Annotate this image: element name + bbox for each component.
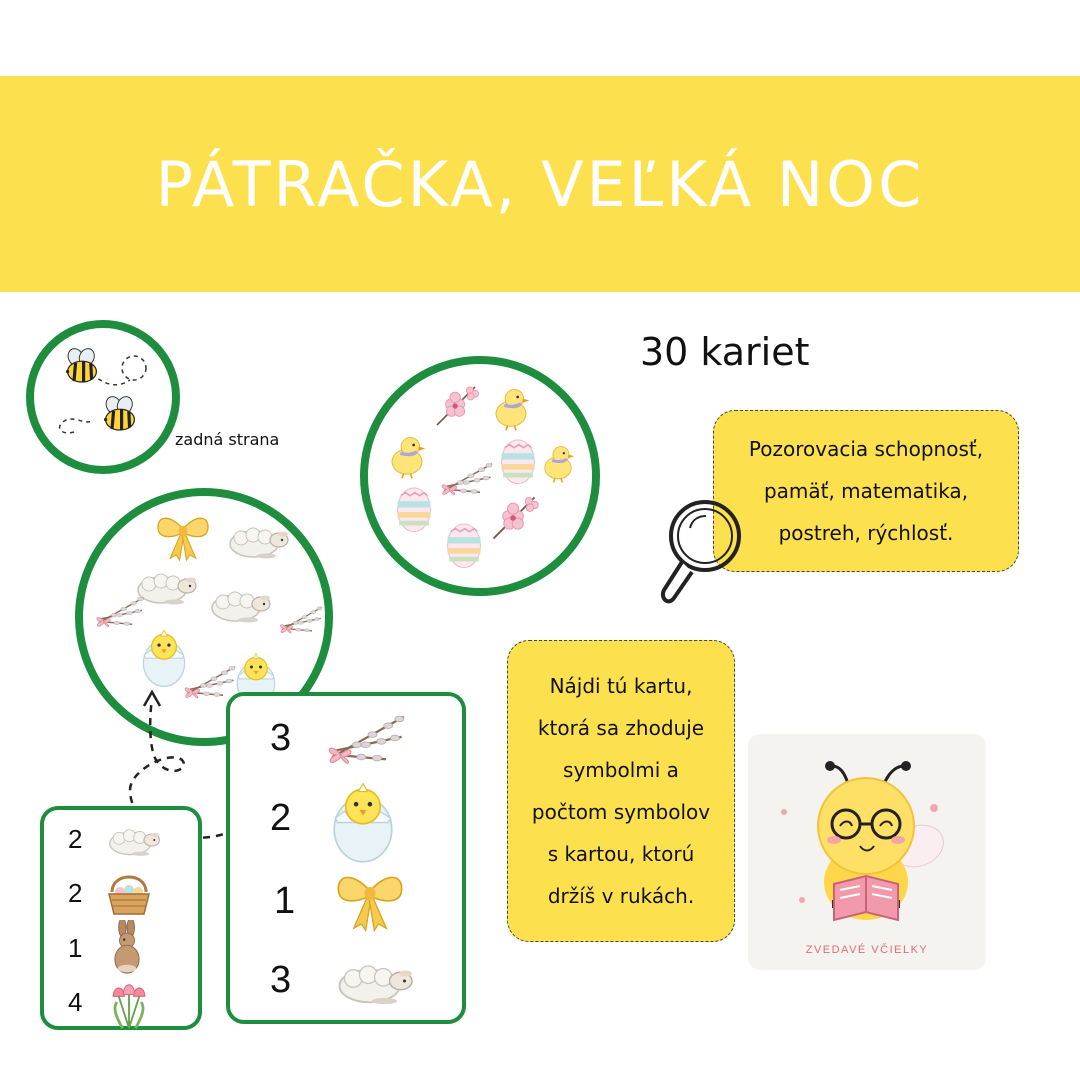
- page-title: PÁTRAČKA, VEĽKÁ NOC: [155, 147, 925, 221]
- pussy-willow-icon: [442, 463, 492, 494]
- pussy-willow-icon: [320, 710, 420, 766]
- chick-icon: [392, 438, 425, 479]
- brand-name: ZVEDAVÉ VČIELKY: [805, 944, 929, 956]
- count-row: [68, 920, 152, 976]
- lamb-icon: [102, 818, 164, 860]
- example-card-circle-2: [360, 356, 600, 596]
- back-side-label: zadná strana: [175, 430, 280, 449]
- lamb-icon: [328, 952, 418, 1008]
- count-row: [68, 818, 164, 860]
- lamb-icon: [212, 592, 270, 623]
- instruction-line: s kartou, ktorú: [547, 842, 695, 866]
- card-symbols: [368, 364, 592, 588]
- instructions-card: [507, 640, 735, 942]
- blossom-icon: [493, 497, 538, 538]
- egg-icon: [502, 440, 535, 484]
- lamb-icon: [230, 528, 288, 559]
- egg-icon: [448, 524, 481, 568]
- instruction-line: počtom symbolov: [531, 800, 711, 824]
- bow-icon: [158, 518, 208, 560]
- skills-line: postreh, rýchlosť.: [778, 521, 954, 545]
- symbol-count: 3: [270, 958, 292, 1001]
- bow-icon: [332, 866, 412, 936]
- instruction-line: symbolmi a: [563, 758, 679, 782]
- bee-icon: [103, 394, 135, 430]
- bees-illustration: [34, 328, 172, 466]
- instruction-line: ktorá sa zhoduje: [537, 716, 705, 740]
- count-row: [68, 868, 156, 918]
- instruction-line: držíš v rukách.: [547, 884, 695, 908]
- bee-icon: [65, 346, 97, 382]
- symbol-count: 2: [68, 877, 83, 908]
- symbol-count: 2: [68, 823, 83, 854]
- count-row: [274, 866, 412, 936]
- pussy-willow-icon: [280, 607, 322, 633]
- count-row: [270, 772, 398, 864]
- count-row: [270, 952, 418, 1008]
- symbol-count: 3: [270, 716, 292, 759]
- bunny-icon: [102, 920, 152, 976]
- chick-in-egg-icon: [328, 772, 398, 864]
- chick-in-egg-icon: [143, 630, 184, 686]
- card-back-circle: [26, 320, 180, 474]
- symbol-count: 2: [270, 796, 292, 839]
- instruction-line: Nájdi tú kartu,: [549, 674, 693, 698]
- symbol-count: 1: [274, 879, 296, 922]
- card-count: 30 kariet: [640, 330, 810, 374]
- chick-icon: [545, 447, 574, 483]
- small-count-card: [40, 806, 202, 1030]
- lamb-icon: [138, 574, 196, 605]
- skills-line: pamäť, matematika,: [763, 479, 969, 503]
- symbol-count: 4: [68, 986, 83, 1017]
- large-count-card: [226, 692, 466, 1024]
- brand-card: [748, 734, 986, 970]
- count-row: [270, 710, 420, 766]
- symbol-count: 1: [68, 932, 83, 963]
- tulips-icon: [102, 974, 156, 1030]
- title-banner: [0, 76, 1080, 292]
- chick-icon: [496, 390, 529, 431]
- blossom-icon: [437, 387, 479, 425]
- count-row: [68, 974, 156, 1030]
- pussy-willow-icon: [97, 597, 144, 626]
- magnifier-icon: [650, 494, 760, 614]
- skills-line: Pozorovacia schopnosť,: [748, 437, 984, 461]
- basket-icon: [102, 868, 156, 918]
- reading-bee-icon: [748, 734, 986, 944]
- egg-icon: [398, 488, 431, 532]
